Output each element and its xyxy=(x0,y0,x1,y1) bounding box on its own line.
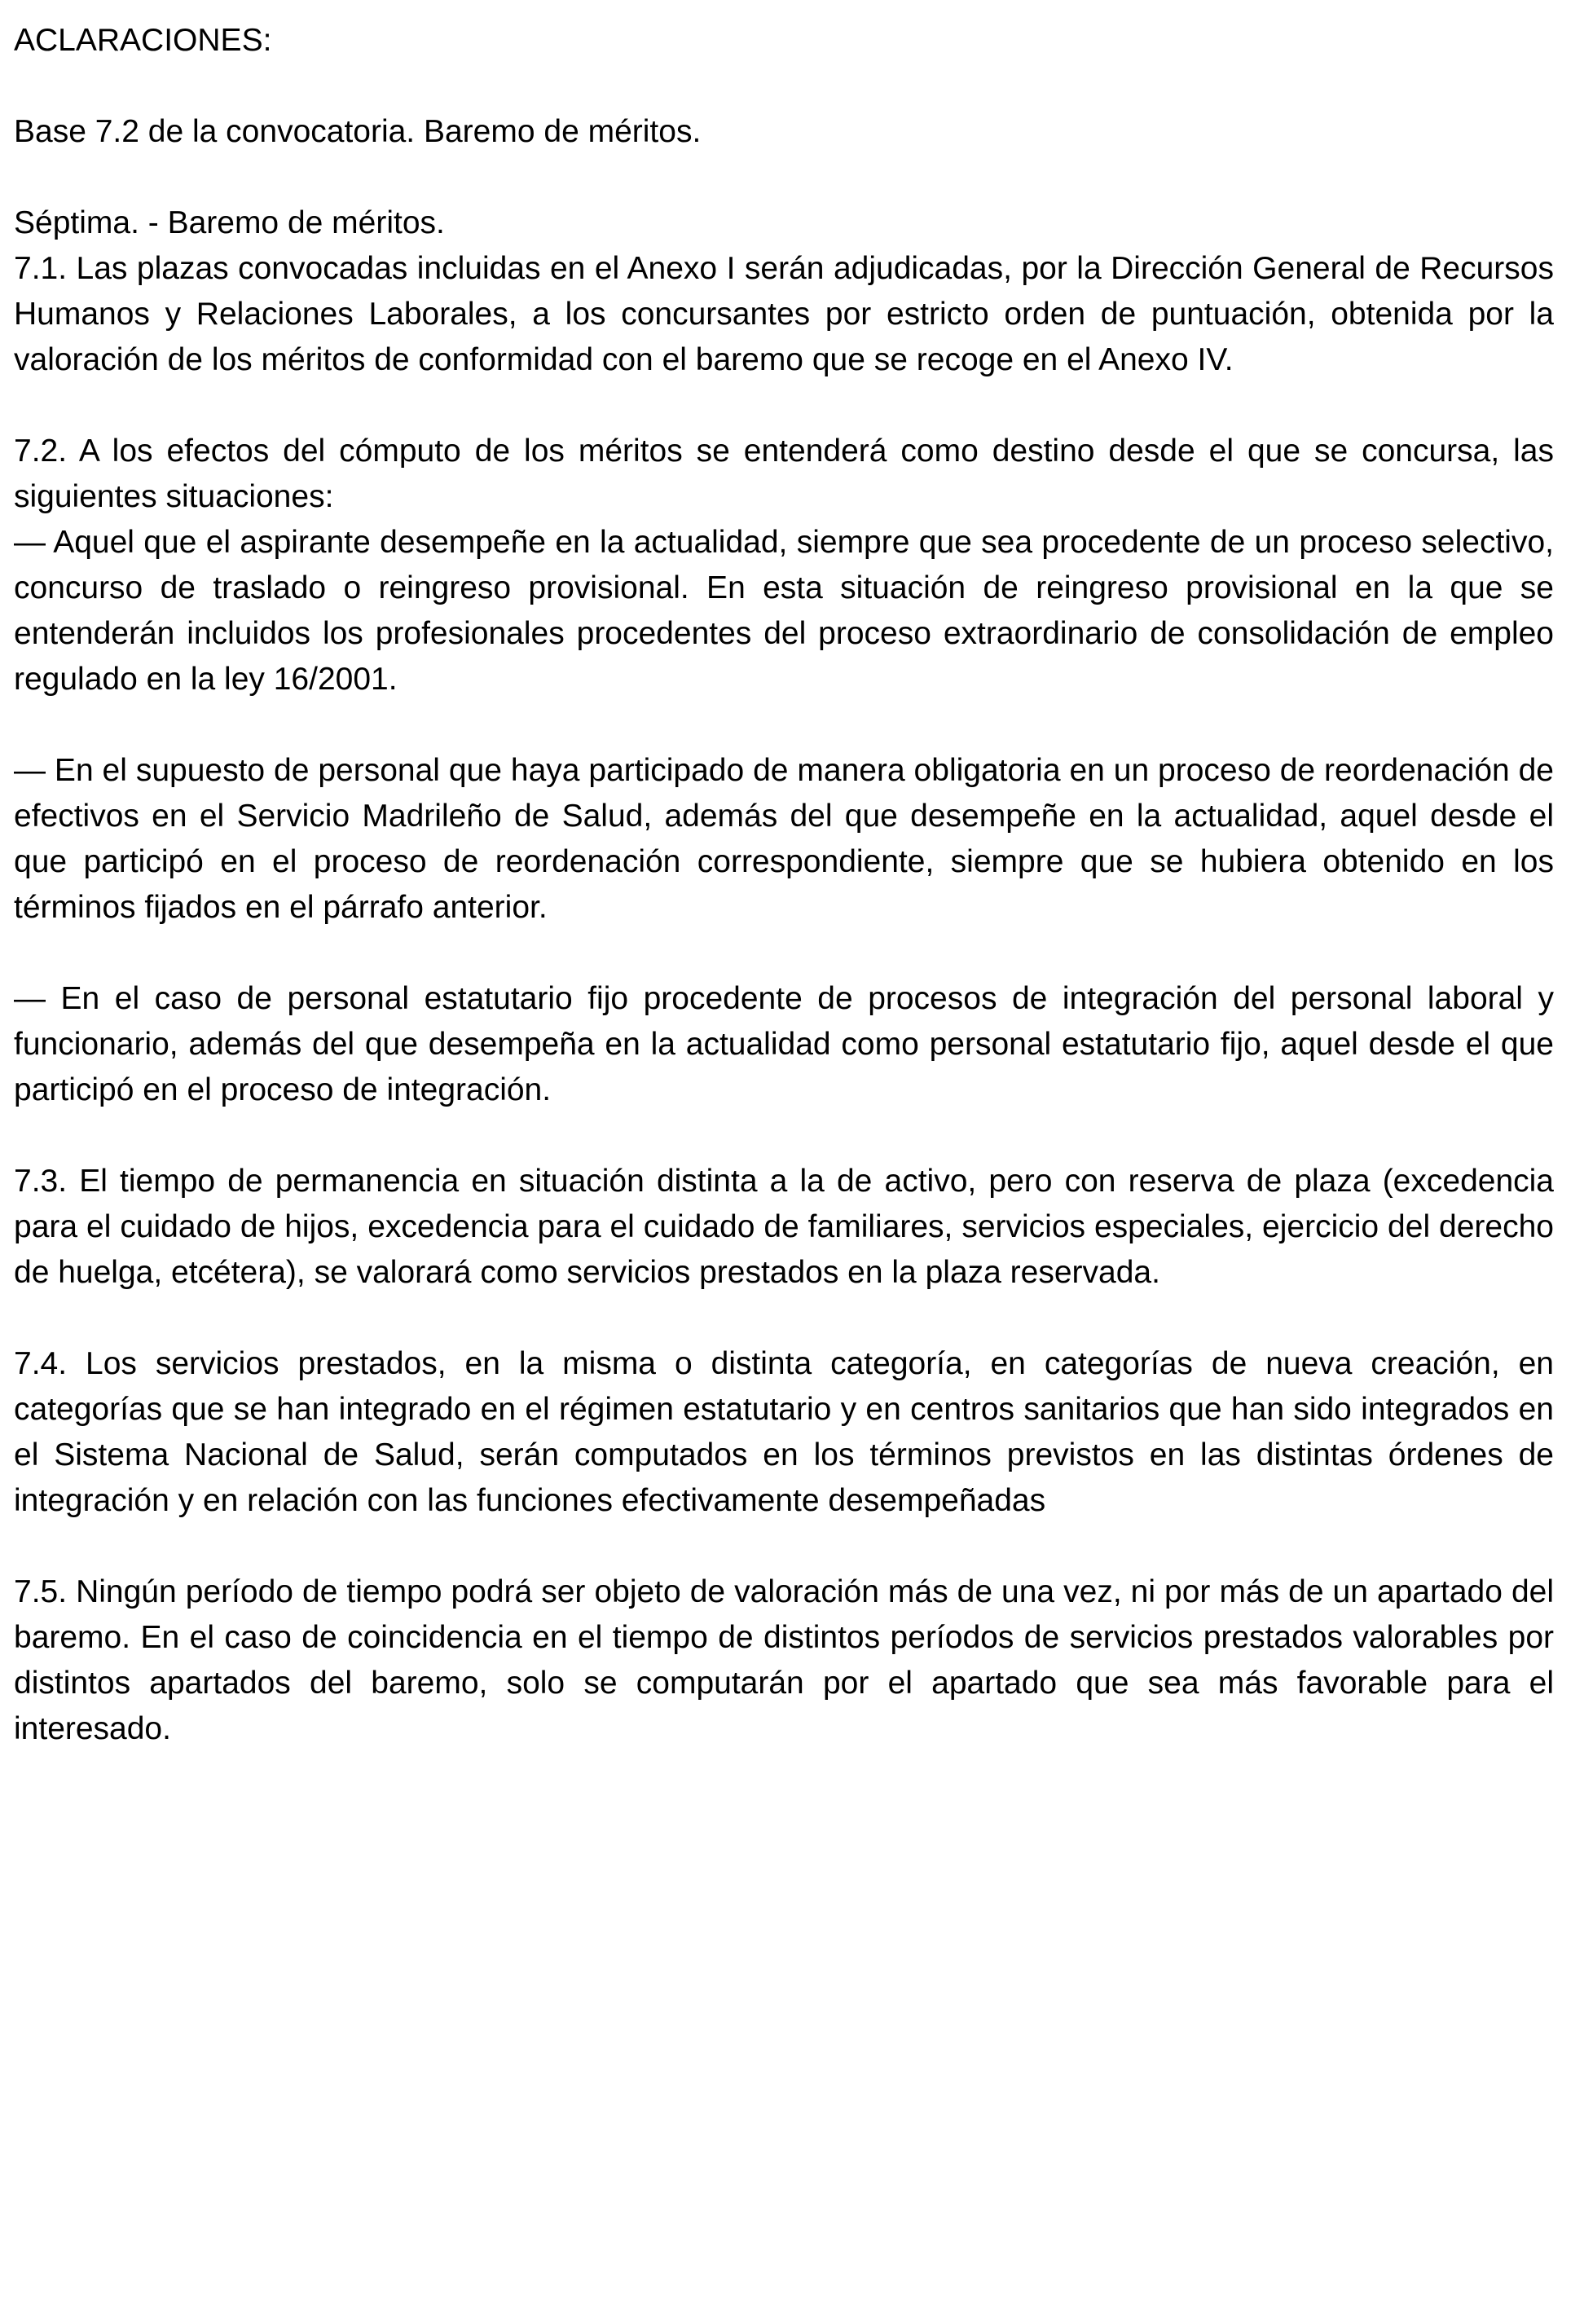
spacer xyxy=(14,1296,1554,1341)
base-title: Base 7.2 de la convocatoria. Baremo de méritos. xyxy=(14,114,702,149)
spacer xyxy=(14,931,1554,976)
spacer xyxy=(14,155,1554,200)
spacer xyxy=(14,702,1554,748)
spacer xyxy=(14,64,1554,109)
paragraph-7-2-item-c: — En el caso de personal estatutario fijo procedente de procesos de integración del personal laboral y funcionario, además del que desempeña en la actualidad como personal estatutario fijo, aquel desde el que participó en el proceso de integración. xyxy=(14,981,1554,1107)
paragraph-7-5: 7.5. Ningún período de tiempo podrá ser objeto de valoración más de una vez, ni por más de un apartado del baremo. En el caso de coincidencia en el tiempo de distintos períodos de servicios prestados valorables por distintos apartados del baremo, solo se computarán por el apartado que sea más favorable para el interesado. xyxy=(14,1574,1554,1746)
document-heading: ACLARACIONES: xyxy=(14,23,272,58)
spacer xyxy=(14,1524,1554,1569)
spacer xyxy=(14,1113,1554,1159)
document-page xyxy=(14,18,1554,1752)
spacer xyxy=(14,383,1554,429)
paragraph-7-3: 7.3. El tiempo de permanencia en situación distinta a la de activo, pero con reserva de plaza (excedencia para el cuidado de hijos, excedencia para el cuidado de familiares, servicios especiales, ejercicio del derecho de huelga, etcétera), se valorará como servicios prestados en la plaza reservada. xyxy=(14,1164,1554,1290)
paragraph-7-2-intro: 7.2. A los efectos del cómputo de los méritos se entenderá como destino desde el que se concursa, las siguientes situaciones: xyxy=(14,434,1554,514)
paragraph-7-4: 7.4. Los servicios prestados, en la misma o distinta categoría, en categorías de nueva creación, en categorías que se han integrado en el régimen estatutario y en centros sanitarios que han sido integrados en el Sistema Nacional de Salud, serán computados en los términos previstos en las distintas órdenes de integración y en relación con las funciones efectivamente desempeñadas xyxy=(14,1346,1554,1518)
section-title: Séptima. - Baremo de méritos. xyxy=(14,205,445,240)
paragraph-7-2-item-a: — Aquel que el aspirante desempeñe en la actualidad, siempre que sea procedente de un proceso selectivo, concurso de traslado o reingreso provisional. En esta situación de reingreso provisional en la que se entenderán incluidos los profesionales procedentes del proceso extraordinario de consolidación de empleo regulado en la ley 16/2001. xyxy=(14,525,1554,697)
paragraph-7-2-item-b: — En el supuesto de personal que haya participado de manera obligatoria en un proceso de reordenación de efectivos en el Servicio Madrileño de Salud, además del que desempeñe en la actualidad, aquel desde el que participó en el proceso de reordenación correspondiente, siempre que se hubiera obtenido en los términos fijados en el párrafo anterior. xyxy=(14,753,1554,925)
paragraph-7-1: 7.1. Las plazas convocadas incluidas en el Anexo I serán adjudicadas, por la Dirección General de Recursos Humanos y Relaciones Laborales, a los concursantes por estricto orden de puntuación, obtenida por la valoración de los méritos de conformidad con el baremo que se recoge en el Anexo IV. xyxy=(14,251,1554,377)
